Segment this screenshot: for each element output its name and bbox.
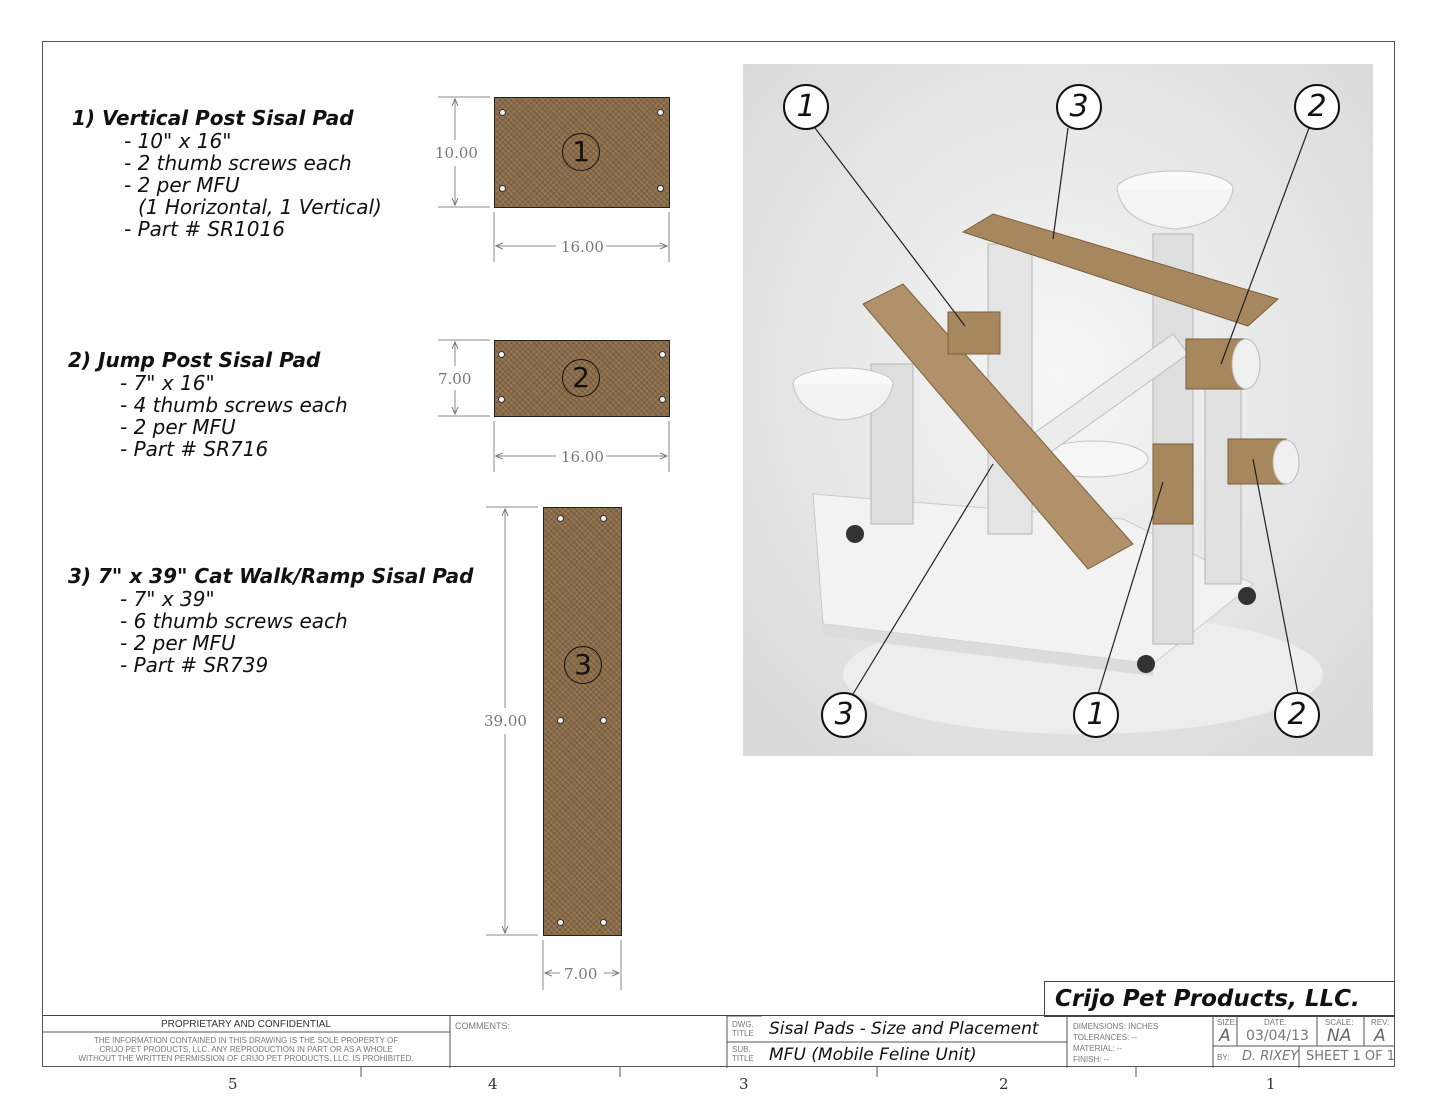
by-value: D. RIXEY: [1242, 1049, 1299, 1064]
sisal-pad-1: [494, 97, 670, 208]
sheet-number: SHEET 1 OF 1: [1306, 1049, 1396, 1064]
screw-icon: [660, 397, 665, 402]
screw-icon: [601, 516, 606, 521]
spec-line: - 7" x 16": [120, 371, 215, 395]
spec-line: - 2 per MFU: [120, 415, 236, 439]
dim-height-pad-2: 7.00: [438, 370, 472, 388]
pad-number-badge: 3: [564, 646, 602, 684]
spec-line: - 7" x 39": [120, 587, 215, 611]
screw-icon: [558, 718, 563, 723]
scale-label: SCALE:: [1325, 1018, 1354, 1027]
zone-marker: 4: [488, 1075, 498, 1093]
material-note: MATERIAL: --: [1073, 1044, 1123, 1053]
callout-3-bottom: 3: [821, 692, 867, 738]
sisal-pad-2: [494, 340, 670, 417]
rev-value: A: [1374, 1026, 1386, 1046]
pad-number-badge: 1: [562, 133, 600, 171]
sub-title: MFU (Mobile Feline Unit): [769, 1045, 977, 1065]
proprietary-line: THE INFORMATION CONTAINED IN THIS DRAWING IS THE SOLE PROPERTY OF: [93, 1036, 399, 1045]
zone-marker: 1: [1266, 1075, 1276, 1093]
spec-line: (1 Horizontal, 1 Vertical): [138, 195, 382, 219]
callout-1-top: 1: [783, 84, 829, 130]
screw-icon: [558, 516, 563, 521]
dwg-label: TITLE: [732, 1029, 754, 1038]
screw-icon: [660, 352, 665, 357]
spec-line: - 4 thumb screws each: [120, 393, 348, 417]
sub-label: TITLE: [732, 1054, 754, 1063]
screw-icon: [601, 920, 606, 925]
title-block: [42, 1015, 1395, 1067]
company-name: Crijo Pet Products, LLC.: [1044, 981, 1395, 1017]
dimensions-note: DIMENSIONS: INCHES: [1073, 1022, 1159, 1031]
pad-number-badge: 2: [562, 359, 600, 397]
date-label: DATE:: [1264, 1018, 1287, 1027]
size-value: A: [1219, 1026, 1231, 1046]
callout-3-top: 3: [1056, 84, 1102, 130]
proprietary-line: WITHOUT THE WRITTEN PERMISSION OF CRIJO PET PRODUCTS, LLC. IS PROHIBITED.: [78, 1054, 414, 1063]
spec-line: - Part # SR716: [120, 437, 269, 461]
spec-heading: 3) 7" x 39" Cat Walk/Ramp Sisal Pad: [68, 564, 474, 588]
rev-label: REV:: [1371, 1018, 1390, 1027]
screw-icon: [500, 110, 505, 115]
dim-width-pad-1: 16.00: [561, 238, 604, 256]
dim-height-pad-1: 10.00: [435, 144, 478, 162]
date-value: 03/04/13: [1246, 1028, 1309, 1044]
screw-icon: [500, 186, 505, 191]
dim-width-pad-2: 16.00: [561, 448, 604, 466]
callout-2-bottom: 2: [1274, 692, 1320, 738]
spec-line: - 2 per MFU: [120, 631, 236, 655]
proprietary-line: CRIJO PET PRODUCTS, LLC. ANY REPRODUCTION IN PART OR AS A WHOLE: [99, 1045, 393, 1054]
cat-tree-illustration: [743, 64, 1373, 756]
spec-heading: 1) Vertical Post Sisal Pad: [72, 106, 354, 130]
spec-line: - Part # SR1016: [124, 217, 285, 241]
spec-line: - 2 per MFU: [124, 173, 240, 197]
dwg-label: DWG.: [732, 1020, 754, 1029]
screw-icon: [601, 718, 606, 723]
callout-1-bottom: 1: [1073, 692, 1119, 738]
dim-width-pad-3: 7.00: [564, 965, 598, 983]
drawing-title: Sisal Pads - Size and Placement: [769, 1019, 1039, 1039]
screw-icon: [658, 110, 663, 115]
scale-value: NA: [1327, 1026, 1352, 1046]
proprietary-header: PROPRIETARY AND CONFIDENTIAL: [160, 1019, 332, 1030]
sisal-pad-3: [543, 507, 622, 936]
spec-line: - 6 thumb screws each: [120, 609, 348, 633]
by-label: BY:: [1217, 1053, 1230, 1062]
product-rendering: [743, 64, 1373, 756]
size-label: SIZE:: [1217, 1018, 1238, 1027]
spec-line: - Part # SR739: [120, 653, 269, 677]
screw-icon: [499, 397, 504, 402]
spec-line: - 10" x 16": [124, 129, 232, 153]
zone-marker: 5: [228, 1075, 238, 1093]
comments-label: COMMENTS:: [455, 1021, 510, 1031]
spec-heading: 2) Jump Post Sisal Pad: [68, 348, 321, 372]
screw-icon: [558, 920, 563, 925]
dim-height-pad-3: 39.00: [484, 712, 527, 730]
spec-line: - 2 thumb screws each: [124, 151, 352, 175]
tolerances-note: TOLERANCES: --: [1073, 1033, 1137, 1042]
zone-marker: 3: [739, 1075, 749, 1093]
screw-icon: [499, 352, 504, 357]
finish-note: FINISH: --: [1073, 1055, 1109, 1064]
sub-label: SUB.: [732, 1045, 751, 1054]
zone-marker: 2: [999, 1075, 1009, 1093]
screw-icon: [658, 186, 663, 191]
callout-2-top: 2: [1294, 84, 1340, 130]
